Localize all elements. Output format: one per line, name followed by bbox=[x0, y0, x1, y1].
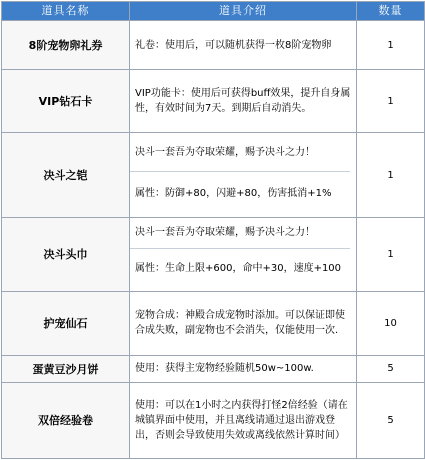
header-item-qty: 数量 bbox=[357, 2, 425, 21]
item-qty: 1 bbox=[357, 70, 425, 133]
item-desc bbox=[130, 133, 357, 218]
item-qty: 1 bbox=[357, 21, 425, 70]
table-row bbox=[2, 21, 425, 70]
item-qty: 1 bbox=[357, 217, 425, 291]
item-desc-stats: 属性：防御+80，闪避+80，伤害抵消+1% bbox=[135, 187, 332, 199]
item-qty: 5 bbox=[357, 382, 425, 458]
item-name: 决斗之铠 bbox=[2, 133, 130, 218]
table-header-row bbox=[2, 2, 425, 21]
item-desc-flavor: 决斗一套吾为夺取荣耀，赐予决斗之力！ bbox=[130, 133, 350, 172]
header-item-name: 道具名称 bbox=[2, 2, 130, 21]
item-table bbox=[1, 1, 425, 459]
item-desc: 使用：获得主宠物经验随机50w~100w. bbox=[130, 355, 357, 382]
table-row bbox=[2, 70, 425, 133]
item-desc-stats: 属性：生命上限+600，命中+30，速度+100 bbox=[135, 263, 342, 275]
item-desc: 宠物合成：神殿合成宠物时添加。可以保证即使合成失败，副宠物也不会消失，仅能使用一次. bbox=[130, 292, 357, 356]
table-row bbox=[2, 382, 425, 458]
item-name: 8阶宠物卵礼券 bbox=[2, 21, 130, 70]
item-desc-flavor: 决斗一套吾为夺取荣耀，赐予决斗之力！ bbox=[130, 218, 350, 249]
item-name: 蛋黄豆沙月饼 bbox=[2, 355, 130, 382]
item-name: 护宠仙石 bbox=[2, 292, 130, 356]
header-item-desc: 道具介绍 bbox=[130, 2, 357, 21]
item-desc: 使用：可以在1小时之内获得打怪2倍经验（请在城镇界面中使用，并且离线请通过退出游戏登出，否则会导致使用失效或离线依然计算时间） bbox=[130, 382, 357, 458]
item-qty: 5 bbox=[357, 355, 425, 382]
table-row bbox=[2, 292, 425, 356]
table-row bbox=[2, 355, 425, 382]
item-qty: 1 bbox=[357, 133, 425, 218]
item-qty: 10 bbox=[357, 292, 425, 356]
item-name: VIP钻石卡 bbox=[2, 70, 130, 133]
item-name: 双倍经验卷 bbox=[2, 382, 130, 458]
table-row bbox=[2, 133, 425, 218]
table-row bbox=[2, 217, 425, 291]
item-name: 决斗头巾 bbox=[2, 217, 130, 291]
item-desc: 礼卷：使用后，可以随机获得一枚8阶宠物卵 bbox=[130, 21, 357, 70]
item-desc: VIP功能卡：使用后可获得buff效果，提升自身属性，有效时间为7天。到期后自动消失。 bbox=[130, 70, 357, 133]
item-desc bbox=[130, 217, 357, 291]
